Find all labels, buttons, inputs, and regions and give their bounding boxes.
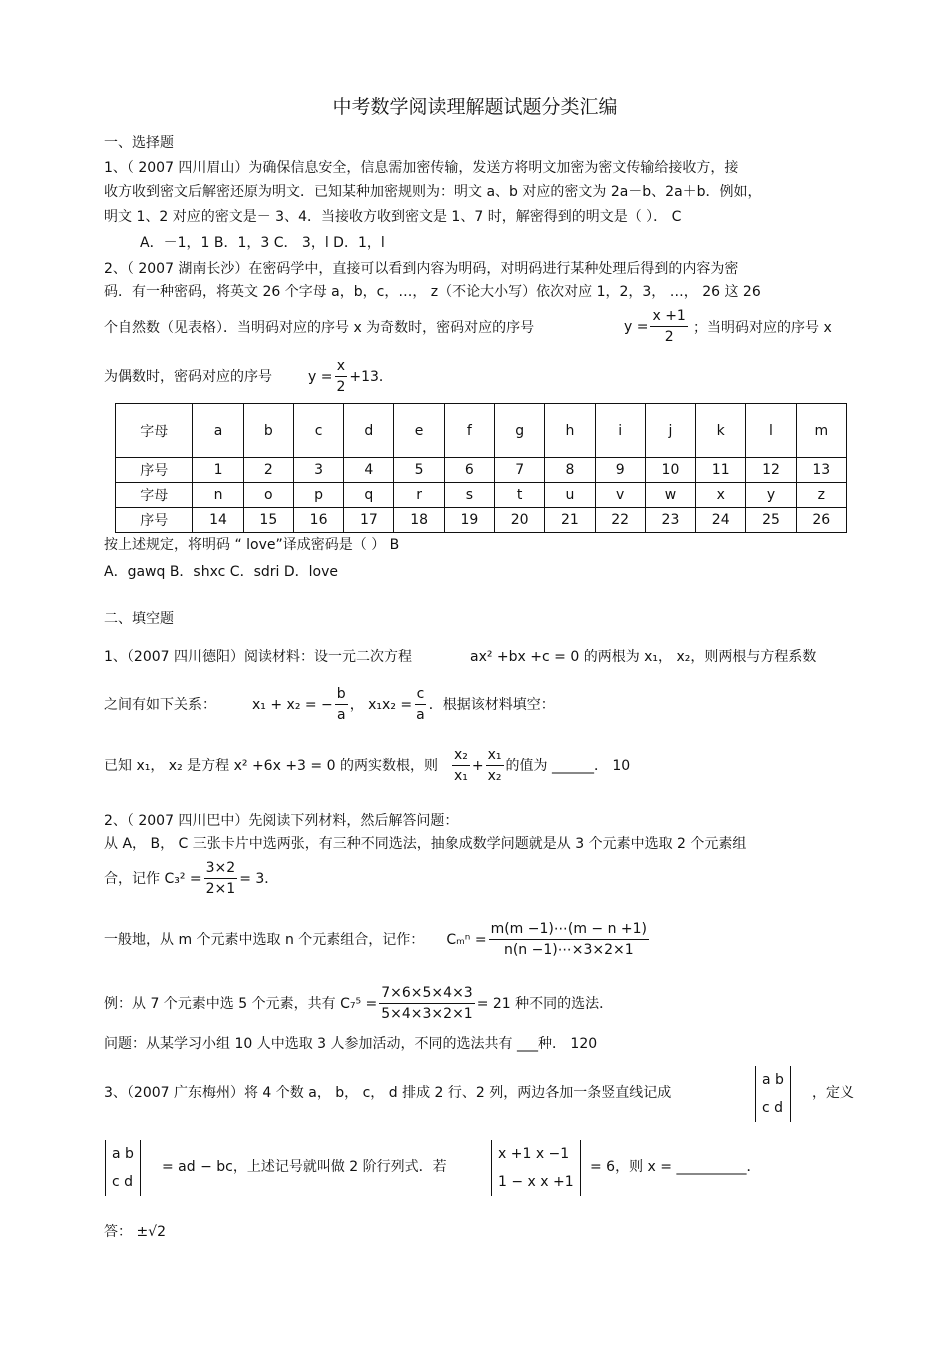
table-cell: m (796, 404, 846, 458)
f2-line3-text: 合，记作 C₃² = (104, 870, 202, 887)
f2-line3 (104, 858, 278, 899)
q2-line1: 2、（ 2007 湖南长沙）在密码学中，直接可以看到内容为明码，对明码进行某种处理后得到的内容为密 (104, 261, 739, 277)
document-title: 中考数学阅读理解题试题分类汇编 (332, 96, 618, 118)
table-cell: e (394, 404, 444, 458)
q2-line2: 码．有一种密码，将英文 26 个字母 a，b，c，…， z（不论大小写）依次对应 1，2，3， …， 26 这 26 (104, 284, 761, 300)
q2-odd-denominator: 2 (664, 329, 674, 345)
f3-line1-tail: ，定义 (812, 1085, 854, 1101)
table-cell: k (696, 404, 746, 458)
table-cell: y (746, 483, 796, 508)
f2-general-formula: Cₘⁿ = (446, 931, 487, 948)
q2-even-formula (308, 356, 393, 397)
f3-determinant-equation (491, 1140, 581, 1196)
f2-example-numerator: 3×2 (204, 858, 238, 879)
table-cell: 18 (394, 508, 444, 533)
f2-example-fraction (204, 858, 238, 899)
q2-even-formula-tail: +13． (349, 368, 393, 385)
f2-general-numerator: m(m −1)⋯(m − n +1) (489, 919, 649, 940)
f1-ratio-fraction-1 (452, 745, 470, 786)
table-cell: z (796, 483, 846, 508)
table-cell: b (243, 404, 293, 458)
table-row-numbers-1 (116, 458, 847, 483)
f1-product-formula: ， x₁x₂ = (349, 696, 413, 713)
q2-odd-formula-y: y = (624, 318, 649, 335)
table-cell: q (344, 483, 394, 508)
table-cell: 8 (545, 458, 595, 483)
table-cell: 2 (243, 458, 293, 483)
f3-det1-row1: a b (762, 1072, 784, 1088)
f1-ratio-denominator-1: x₁ (453, 768, 468, 784)
q2-options: A．gawq B．shxc C．sdri D．love (104, 564, 338, 580)
table-cell-label: 字母 (116, 483, 193, 508)
q2-line4-text: 为偶数时，密码对应的序号 (104, 369, 272, 385)
f3-det2-row1: a b (112, 1146, 134, 1162)
q2-line3-tail: ；当明码对应的序号 x (693, 320, 832, 336)
table-cell: u (545, 483, 595, 508)
table-cell-label: 序号 (116, 458, 193, 483)
table-cell: r (394, 483, 444, 508)
f3-answer: 答： ±√2 (104, 1224, 167, 1240)
f3-det2-row2: c d (112, 1174, 134, 1190)
f2-line5-text: 例：从 7 个元素中选 5 个元素，共有 C₇⁵ = (104, 995, 378, 1012)
table-cell: 25 (746, 508, 796, 533)
q2-odd-fraction (650, 306, 687, 347)
table-cell: 26 (796, 508, 846, 533)
f2-line2: 从 A， B， C 三张卡片中选两张，有三种不同选法，抽象成数学问题就是从 3 个元素中选取 2 个元素组 (104, 836, 747, 852)
cipher-table (115, 403, 847, 533)
table-cell: j (645, 404, 695, 458)
f3-det3-row2: 1 − x x +1 (498, 1174, 574, 1190)
f1-ratio-denominator-2: x₂ (487, 768, 502, 784)
table-cell: 19 (444, 508, 494, 533)
table-cell: s (444, 483, 494, 508)
table-cell: g (495, 404, 545, 458)
f1-line3-tail: 的值为 ______． 10 (505, 757, 631, 774)
f2-line5-tail: = 21 种不同的选法． (476, 995, 614, 1012)
table-cell: c (293, 404, 343, 458)
f3-line2-text: = ad − bc，上述记号就叫做 2 阶行列式．若 (162, 1159, 447, 1175)
table-cell: x (696, 483, 746, 508)
table-cell: 14 (193, 508, 243, 533)
f1-product-numerator: c (415, 684, 427, 705)
table-cell: v (595, 483, 645, 508)
table-cell: 17 (344, 508, 394, 533)
table-cell: d (344, 404, 394, 458)
table-cell: 4 (344, 458, 394, 483)
table-cell: h (545, 404, 595, 458)
f2-general-denominator: n(n −1)⋯×3×2×1 (503, 942, 634, 958)
table-cell: 21 (545, 508, 595, 533)
table-cell: w (645, 483, 695, 508)
table-cell: 16 (293, 508, 343, 533)
section-choice-heading: 一、选择题 (104, 135, 174, 151)
f2-line5 (104, 983, 613, 1024)
f2-line1: 2、（ 2007 四川巴中）先阅读下列材料，然后解答问题： (104, 813, 459, 829)
table-row-numbers-2 (116, 508, 847, 533)
table-cell: 20 (495, 508, 545, 533)
table-cell: 23 (645, 508, 695, 533)
f3-determinant-example (755, 1066, 791, 1122)
table-cell: f (444, 404, 494, 458)
f2-c75-fraction (379, 983, 474, 1024)
f2-general-fraction (489, 919, 649, 960)
table-cell: 12 (746, 458, 796, 483)
q2-question: 按上述规定，将明码 “ love”译成密码是（ ） B (104, 537, 400, 553)
f1-line1-text: 1、（2007 四川德阳）阅读材料：设一元二次方程 (104, 649, 412, 665)
table-cell: o (243, 483, 293, 508)
f1-sum-formula: x₁ + x₂ = − (252, 696, 333, 713)
table-cell: 6 (444, 458, 494, 483)
q2-line3-text: 个自然数（见表格）．当明码对应的序号 x 为奇数时，密码对应的序号 (104, 320, 535, 336)
f1-ratio-numerator-1: x₂ (452, 745, 470, 766)
f1-ratio-plus: + (471, 757, 484, 774)
f2-example-denominator: 2×1 (205, 881, 236, 897)
f3-line2-tail: = 6，则 x = __________． (590, 1159, 761, 1175)
q2-even-denominator: 2 (336, 379, 346, 395)
q1-options: A．－1，1 B．1，3 C． 3，l D．1，l (140, 235, 385, 251)
q1-line3: 明文 1、2 对应的密文是－ 3、4．当接收方收到密文是 1、7 时，解密得到的明文是（ ）． C (104, 209, 682, 225)
f2-c75-numerator: 7×6×5×4×3 (379, 983, 474, 1004)
table-cell: 24 (696, 508, 746, 533)
q2-even-fraction (334, 356, 347, 397)
f1-ratio-fraction-2 (486, 745, 504, 786)
f1-line2 (104, 684, 555, 725)
q2-odd-formula (624, 306, 690, 347)
table-cell-label: 序号 (116, 508, 193, 533)
table-cell-label: 字母 (116, 404, 193, 458)
f1-product-denominator: a (416, 707, 425, 723)
f3-det3-row1: x +1 x −1 (498, 1146, 570, 1162)
f1-sum-numerator: b (335, 684, 348, 705)
table-row-letters-2 (116, 483, 847, 508)
f1-line3-text: 已知 x₁， x₂ 是方程 x² +6x +3 = 0 的两实数根，则 (104, 757, 438, 774)
table-cell: 1 (193, 458, 243, 483)
f2-question: 问题：从某学习小组 10 人中选取 3 人参加活动，不同的选法共有 ___种． 120 (104, 1036, 598, 1052)
f1-sum-denominator: a (336, 707, 346, 723)
q2-odd-numerator: x +1 (650, 306, 687, 327)
q1-line2: 收方收到密文后解密还原为明文．已知某种加密规则为：明文 a、b 对应的密文为 2a－b、2a＋b．例如， (104, 184, 762, 200)
table-row-letters-1 (116, 404, 847, 458)
f1-line1-equation: ax² +bx +c = 0 的两根为 x₁， x₂，则两根与方程系数 (470, 649, 817, 665)
table-cell: t (495, 483, 545, 508)
f2-line4-text: 一般地，从 m 个元素中选取 n 个元素组合，记作： (104, 931, 425, 948)
q1-line1: 1、（ 2007 四川眉山）为确保信息安全，信息需加密传输，发送方将明文加密为密文传输给接收方，接 (104, 160, 739, 176)
f2-c75-denominator: 5×4×3×2×1 (381, 1006, 473, 1022)
f1-ratio-numerator-2: x₁ (486, 745, 504, 766)
table-cell: 3 (293, 458, 343, 483)
table-cell: 10 (645, 458, 695, 483)
f1-line2-text: 之间有如下关系： (104, 696, 216, 713)
table-cell: n (193, 483, 243, 508)
table-cell: a (193, 404, 243, 458)
table-cell: 13 (796, 458, 846, 483)
table-cell: i (595, 404, 645, 458)
table-cell: 15 (243, 508, 293, 533)
table-cell: 11 (696, 458, 746, 483)
table-cell: 9 (595, 458, 645, 483)
table-cell: 5 (394, 458, 444, 483)
table-cell: l (746, 404, 796, 458)
f1-product-fraction (414, 684, 427, 725)
table-cell: p (293, 483, 343, 508)
table-cell: 7 (495, 458, 545, 483)
q2-even-formula-y: y = (308, 368, 333, 385)
f2-line3-tail: = 3． (239, 870, 279, 887)
f1-line2-tail: ．根据该材料填空： (428, 696, 555, 713)
f3-determinant-definition (105, 1140, 141, 1196)
f1-line3 (104, 745, 630, 786)
f3-line1-text: 3、（2007 广东梅州）将 4 个数 a， b， c， d 排成 2 行、2 列，两边各加一条竖直线记成 (104, 1085, 672, 1101)
f2-line4 (104, 919, 651, 960)
section-fill-heading: 二、填空题 (104, 611, 174, 627)
f1-sum-fraction (335, 684, 348, 725)
table-cell: 22 (595, 508, 645, 533)
q2-even-numerator: x (335, 356, 347, 377)
f3-det1-row2: c d (762, 1100, 784, 1116)
